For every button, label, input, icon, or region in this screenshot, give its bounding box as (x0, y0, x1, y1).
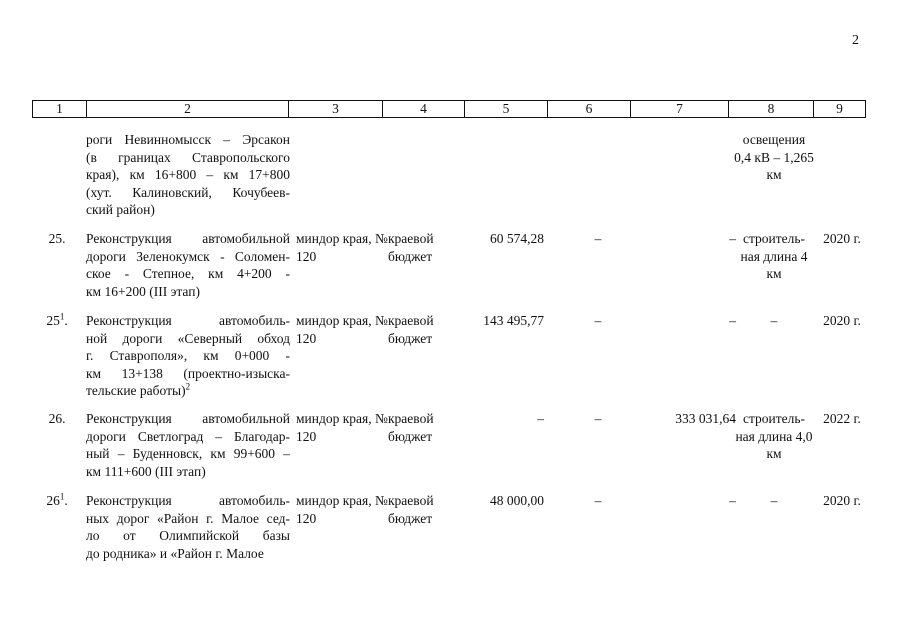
capacity: освещения 0,4 кВ – 1,265 км (734, 132, 814, 182)
header-col-7: 7 (631, 101, 729, 117)
amount-col-6: – (594, 231, 602, 246)
row-number: $25^1$. (46, 311, 68, 328)
capacity: – (770, 313, 778, 328)
header-col-2: 2 (87, 101, 289, 117)
row-number: 25. (48, 231, 66, 246)
page-number: 2 (852, 33, 859, 48)
amount-col-7: – (729, 313, 736, 328)
header-col-9: 9 (836, 101, 843, 116)
amount-col-5: 60 574,28 (490, 231, 544, 246)
customer: миндор края, № 120 (296, 411, 388, 444)
capacity: строитель-ная длина 4 км (740, 231, 808, 281)
object-description: Реконструкция автомобиль- ной дороги «Северный обход г. Ставрополя», км 0+000 - км 13+138 (проектно-изыска- тельские работы)$^2$ (86, 313, 290, 398)
amount-col-5: 48 000,00 (490, 493, 544, 508)
year: 2022 г. (823, 411, 861, 426)
amount-col-5: 143 495,77 (483, 313, 544, 328)
footnote-marker: 2 (185, 381, 191, 392)
amount-col-5: – (537, 411, 544, 426)
amount-col-6: – (594, 313, 602, 328)
customer: миндор края, № 120 (296, 313, 388, 346)
capacity: – (770, 493, 778, 508)
header-col-8: 8 (729, 101, 814, 117)
amount-col-7: – (729, 231, 736, 246)
customer: миндор края, № 120 (296, 231, 388, 264)
object-description: роги Невинномысск – Эрсакон (в границах Ставропольского края), км 16+800 – км 17+800 (хут. Калиновский, Кочубеев- ский район) (86, 132, 290, 217)
header-col-3: 3 (289, 101, 383, 117)
row-number: $26^1$. (46, 491, 68, 508)
row-number-superscript: 1 (59, 311, 65, 322)
year: 2020 г. (823, 313, 861, 328)
header-col-1: 1 (33, 101, 87, 117)
amount-col-6: – (594, 411, 602, 426)
year: 2020 г. (823, 231, 861, 246)
capacity: строитель-ная длина 4,0 км (735, 411, 813, 461)
customer: миндор края, № 120 (296, 493, 388, 526)
amount-col-7: 333 031,64 (675, 411, 736, 426)
funding-source: краевой бюджет (388, 411, 434, 444)
funding-source: краевой бюджет (388, 493, 434, 526)
header-col-4: 4 (383, 101, 465, 117)
object-description: Реконструкция автомобильной дороги Светлоград – Благодар- ный – Буденновск, км 99+600 – км 111+600 (III этап) (86, 411, 290, 479)
object-description: Реконструкция автомобиль- ных дорог «Район г. Малое сед- ло от Олимпийской базы до родника» и «Район г. Малое (86, 493, 290, 561)
year: 2020 г. (823, 493, 861, 508)
amount-col-7: – (729, 493, 736, 508)
object-description: Реконструкция автомобильной дороги Зеленокумск - Соломен- ское - Степное, км 4+200 - км 16+200 (III этап) (86, 231, 290, 299)
row-number: 26. (48, 411, 66, 426)
row-number-superscript: 1 (59, 491, 65, 502)
funding-source: краевой бюджет (388, 313, 434, 346)
amount-col-6: – (594, 493, 602, 508)
table-header (32, 100, 866, 118)
funding-source: краевой бюджет (388, 231, 434, 264)
header-col-5: 5 (465, 101, 548, 117)
header-col-6: 6 (548, 101, 631, 117)
